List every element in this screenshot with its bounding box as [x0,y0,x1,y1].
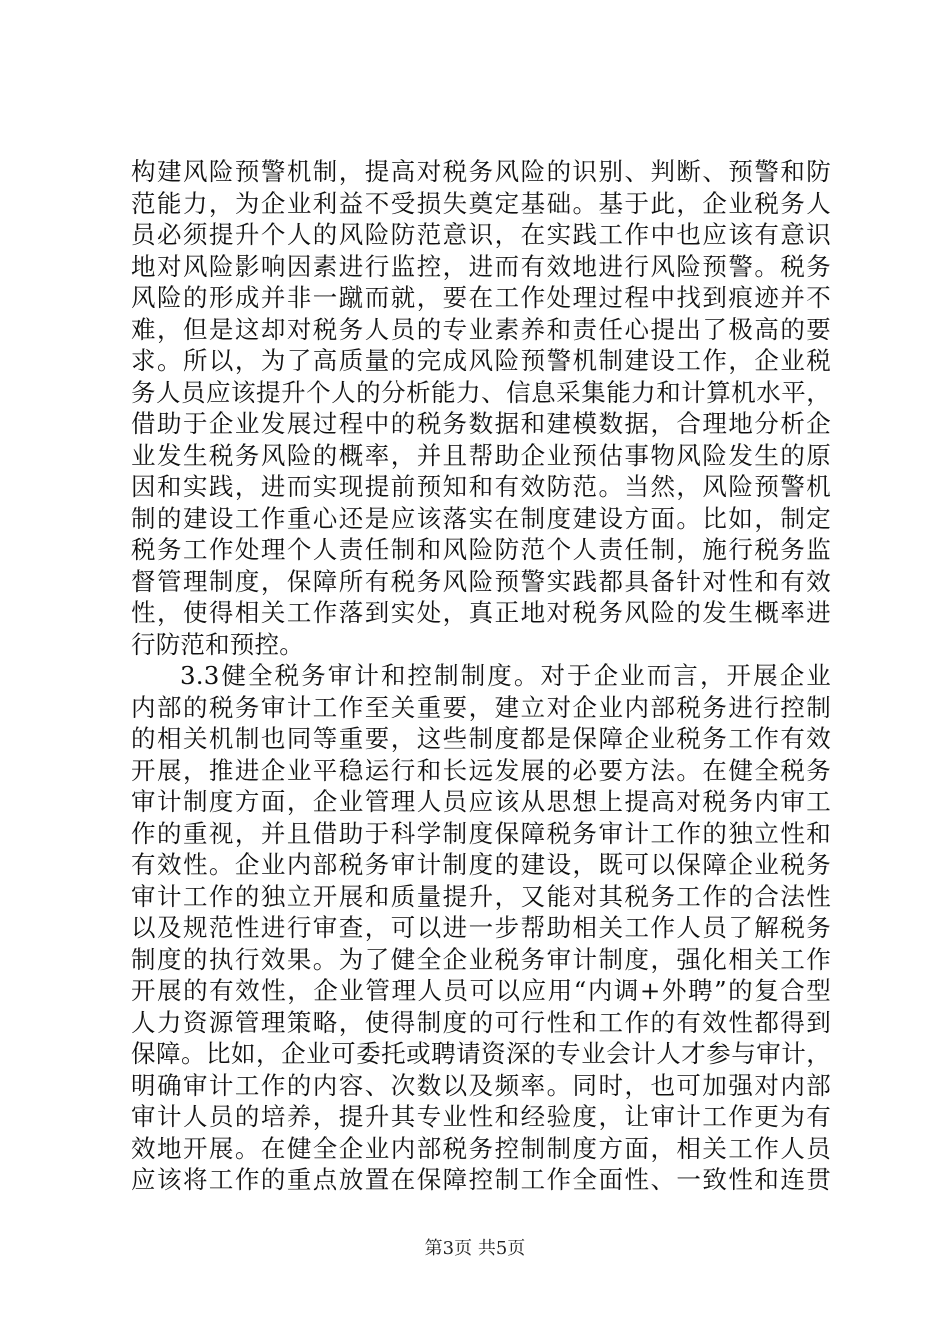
text-line: 行防范和预控。 [131,629,304,659]
text-line: 人力资源管理策略，使得制度的可行性和工作的有效性都得到 [131,1007,831,1037]
text-line: 制的建设工作重心还是应该落实在制度建设方面。比如，制定 [131,503,831,533]
text-line: 审计人员的培养，提升其专业性和经验度，让审计工作更为有 [131,1102,831,1131]
page-number-footer: 第3页 共5页 [424,1238,526,1259]
text-line: 应该将工作的重点放置在保障控制工作全面性、一致性和连贯 [131,1165,831,1194]
text-line: 地对风险影响因素进行监控，进而有效地进行风险预警。税务 [131,251,831,281]
text-line: 有效性。企业内部税务审计制度的建设，既可以保障企业税务 [131,850,831,879]
text-line: 难，但是这却对税务人员的专业素养和责任心提出了极高的要 [131,314,831,344]
text-line: 开展的有效性，企业管理人员可以应用“内调+外聘”的复合型 [131,976,831,1005]
text-line: 业发生税务风险的概率，并且帮助企业预估事物风险发生的原 [131,440,831,470]
body-text [131,156,831,1196]
text-line: 风险的形成并非一蹴而就，要在工作处理过程中找到痕迹并不 [131,283,831,312]
text-line: 制度的执行效果。为了健全企业税务审计制度，强化相关工作 [131,944,831,974]
text-line: 效地开展。在健全企业内部税务控制制度方面，相关工作人员 [131,1133,831,1163]
text-line: 开展，推进企业平稳运行和长远发展的必要方法。在健全税务 [131,755,831,785]
text-line: 保障。比如，企业可委托或聘请资深的专业会计人才参与审计， [131,1039,831,1068]
text-line: 明确审计工作的内容、次数以及频率。同时，也可加强对内部 [131,1070,831,1100]
text-line: 审计工作的独立开展和质量提升，又能对其税务工作的合法性 [131,881,831,911]
text-line: 的相关机制也同等重要，这些制度都是保障企业税务工作有效 [131,724,831,753]
text-line: 借助于企业发展过程中的税务数据和建模数据，合理地分析企 [131,409,831,438]
text-line: 性，使得相关工作落到实处，真正地对税务风险的发生概率进 [131,598,831,627]
text-line: 求。所以，为了高质量的完成风险预警机制建设工作，企业税 [131,346,831,375]
text-line: 内部的税务审计工作至关重要，建立对企业内部税务进行控制 [131,692,831,722]
text-line: 作的重视，并且借助于科学制度保障税务审计工作的独立性和 [131,818,831,848]
text-line: 因和实践，进而实现提前预知和有效防范。当然，风险预警机 [131,472,831,501]
text-line: 审计制度方面，企业管理人员应该从思想上提高对税务内审工 [131,787,831,816]
text-line: 督管理制度，保障所有税务风险预警实践都具备针对性和有效 [131,566,831,596]
text-line: 范能力，为企业利益不受损失奠定基础。基于此，企业税务人 [131,188,831,218]
text-line: 以及规范性进行审查，可以进一步帮助相关工作人员了解税务 [131,913,831,942]
section-heading-line: 3.3健全税务审计和控制制度。对于企业而言，开展企业 [180,661,831,690]
text-line: 务人员应该提升个人的分析能力、信息采集能力和计算机水平， [131,377,831,407]
text-line: 员必须提升个人的风险防范意识，在实践工作中也应该有意识 [131,220,831,249]
text-line: 构建风险预警机制，提高对税务风险的识别、判断、预警和防 [131,157,831,186]
text-line: 税务工作处理个人责任制和风险防范个人责任制，施行税务监 [131,535,831,564]
